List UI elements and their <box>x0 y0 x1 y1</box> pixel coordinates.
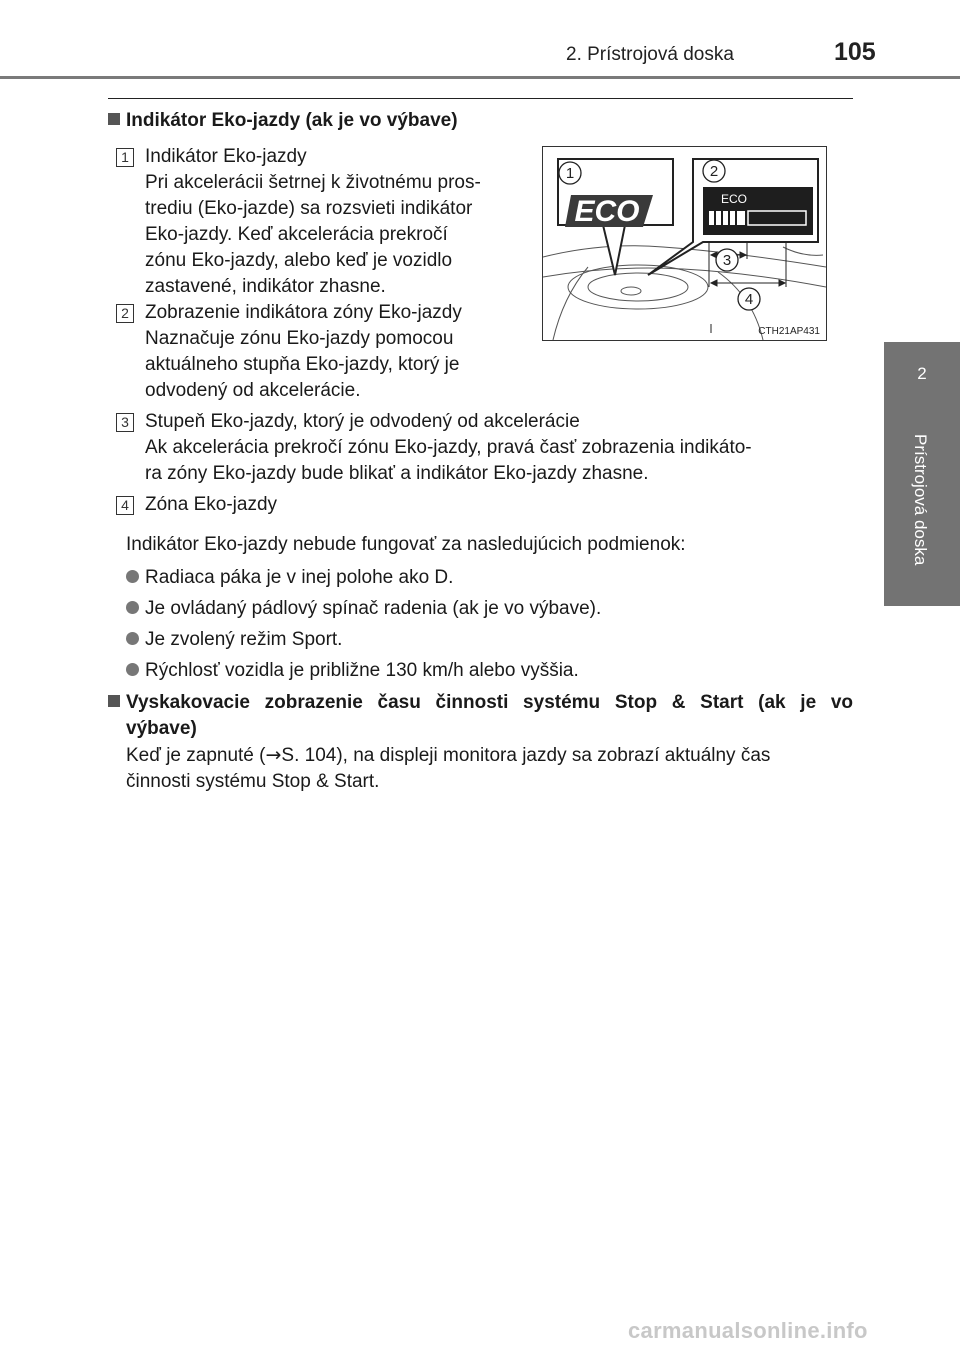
condition-text: Radiaca páka je v inej polohe ako D. <box>145 567 454 588</box>
callout-4: 4 <box>744 291 754 308</box>
header-section-title: 2. Prístrojová doska <box>566 44 734 65</box>
conditions-intro: Indikátor Eko-jazdy nebude fungovať za nasledujúcich podmienok: <box>126 534 686 555</box>
section2-body-line1 <box>126 742 770 769</box>
figure-code: CTH21AP431 <box>758 326 820 337</box>
heading-square-icon <box>108 113 120 125</box>
side-tab-number: 2 <box>917 364 927 383</box>
item-number-3: 3 <box>116 413 134 432</box>
item-4 <box>145 492 277 518</box>
section2-heading-line2: výbave) <box>126 718 197 739</box>
item-1-line: zónu Eko-jazdy, alebo keď je vozidlo <box>145 250 453 271</box>
item-number-1: 1 <box>116 148 134 167</box>
condition-item <box>126 658 579 684</box>
item-3-line: ra zóny Eko-jazdy bude blikať a indikátor Eko-jazdy zhasne. <box>145 463 649 484</box>
callout-1: 1 <box>565 165 575 182</box>
condition-text: Je zvolený režim Sport. <box>145 629 343 650</box>
item-2-line: odvodený od akcelerácie. <box>145 380 361 401</box>
body-text: Keď je zapnuté ( <box>126 745 266 766</box>
item-1 <box>145 144 517 300</box>
callout-2: 2 <box>709 163 719 180</box>
section2-heading-cont <box>126 716 197 742</box>
eco-indicator-illustration <box>542 146 827 341</box>
chapter-side-tab[interactable] <box>884 342 960 606</box>
bullet-icon <box>126 601 139 614</box>
item-2-title: Zobrazenie indikátora zóny Eko-jazdy <box>145 302 462 323</box>
condition-item <box>126 627 342 653</box>
item-1-line: Eko-jazdy. Keď akcelerácia prekročí <box>145 224 448 245</box>
heading-square-icon <box>108 695 120 707</box>
item-1-line: Pri akcelerácii šetrnej k životnému pros- <box>145 172 481 193</box>
display-eco-label: ECO <box>721 192 748 206</box>
section2-heading-line1: Vyskakovacie zobrazenie času činnosti systému Stop & Start (ak je vo <box>126 692 853 713</box>
content-top-rule <box>108 98 853 99</box>
item-number-4: 4 <box>116 496 134 515</box>
item-4-title: Zóna Eko-jazdy <box>145 494 278 515</box>
section2-body <box>126 742 770 795</box>
page-number: 105 <box>834 38 876 66</box>
item-2-line: Naznačuje zónu Eko-jazdy pomocou <box>145 328 454 349</box>
condition-text: Rýchlosť vozidla je približne 130 km/h alebo vyššia. <box>145 660 579 681</box>
item-1-title: Indikátor Eko-jazdy <box>145 146 307 167</box>
page-reference-arrow-icon: → <box>265 744 282 766</box>
header-rule <box>0 76 960 79</box>
side-tab-label: Prístrojová doska <box>911 434 930 566</box>
condition-item <box>126 565 453 591</box>
page-reference-link[interactable]: S. 104), na displeji monitora jazdy sa zobrazí aktuálny čas <box>281 745 771 766</box>
item-2-line: aktuálneho stupňa Eko-jazdy, ktorý je <box>145 354 460 375</box>
condition-item <box>126 596 601 622</box>
section2-body-line2: činnosti systému Stop & Start. <box>126 771 380 792</box>
item-1-line: zastavené, indikátor zhasne. <box>145 276 386 297</box>
bullet-icon <box>126 663 139 676</box>
item-number-2: 2 <box>116 304 134 323</box>
item-3-title: Stupeň Eko-jazdy, ktorý je odvodený od akcelerácie <box>145 411 580 432</box>
condition-text: Je ovládaný pádlový spínač radenia (ak je vo výbave). <box>145 598 602 619</box>
item-3 <box>145 409 845 487</box>
bullet-icon <box>126 570 139 583</box>
item-3-line: Ak akcelerácia prekročí zónu Eko-jazdy, pravá časť zobrazenia indikáto- <box>145 437 752 458</box>
section-heading-eco <box>108 110 458 132</box>
section-heading-text: Indikátor Eko-jazdy (ak je vo výbave) <box>126 110 458 131</box>
bullet-icon <box>126 632 139 645</box>
figure-drawing <box>543 147 826 340</box>
item-2 <box>145 300 517 404</box>
section-heading-stop-start <box>108 690 853 716</box>
eco-badge-label: ECO <box>574 195 640 228</box>
item-1-line: trediu (Eko-jazde) sa rozsvieti indikátor <box>145 198 473 219</box>
watermark: carmanualsonline.info <box>628 1318 868 1343</box>
callout-3: 3 <box>722 252 732 269</box>
